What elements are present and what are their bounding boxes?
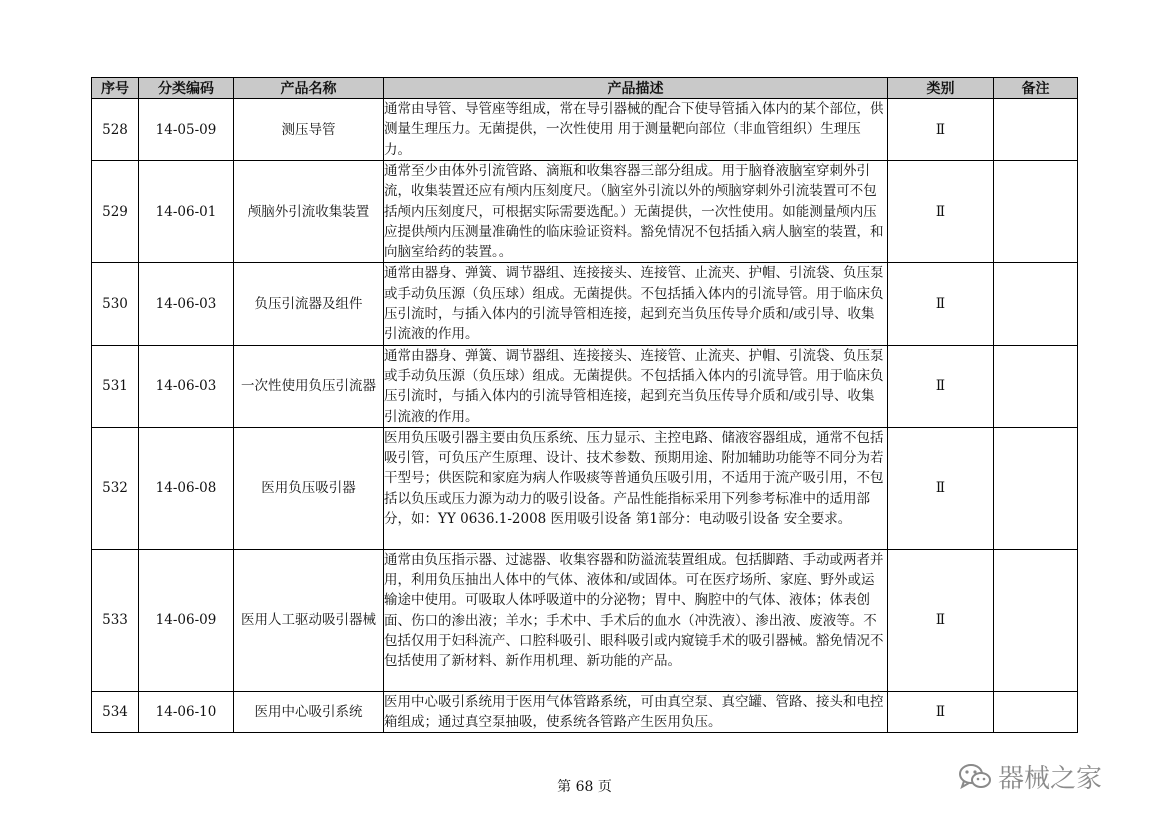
row-name: 颅脑外引流收集装置 [234,161,384,263]
row-seq: 528 [92,99,139,161]
header-class: 类别 [888,78,994,99]
row-code: 14-06-01 [139,161,234,263]
table-row [92,99,1078,161]
table-row [92,549,1078,691]
table-row [92,263,1078,345]
row-seq: 531 [92,345,139,427]
row-desc: 通常至少由体外引流管路、滴瓶和收集容器三部分组成。用于脑脊液脑室穿刺外引流，收集装置还应有颅内压刻度尺。（脑室外引流以外的颅脑穿刺外引流装置可不包括颅内压刻度尺，可根据实际需要选配。）无菌提供，一次性使用。如能测量颅内压应提供颅内压测量准确性的临床验证资料。豁免情况不包括插入病人脑室的装置，和向脑室给药的装置。。 [384,161,888,263]
table-row [92,345,1078,427]
row-desc: 医用负压吸引器主要由负压系统、压力显示、主控电路、储液容器组成，通常不包括吸引管，可负压产生原理、设计、技术参数、预期用途、附加辅助功能等不同分为若干型号；供医院和家庭为病人作吸痰等普通负压吸引用，不适用于流产吸引用，不包括以负压或压力源为动力的吸引设备。产品性能指标采用下列参考标准中的适用部分，如：YY 0636.1-2008 医用吸引设备 第1部分：电动吸引设备 安全要求。 [384,427,888,549]
watermark-text: 器械之家 [998,764,1103,794]
row-name: 测压导管 [234,99,384,161]
row-class: Ⅱ [888,691,994,733]
row-name: 医用人工驱动吸引器械 [234,549,384,691]
table-row [92,691,1078,733]
row-code: 14-06-10 [139,691,234,733]
row-note [994,691,1078,733]
row-name: 负压引流器及组件 [234,263,384,345]
header-note: 备注 [994,78,1078,99]
row-desc: 通常由负压指示器、过滤器、收集容器和防溢流装置组成。包括脚踏、手动或两者并用，利用负压抽出人体中的气体、液体和/或固体。可在医疗场所、家庭、野外或运输途中使用。可吸取人体呼吸道中的分泌物；胃中、胸腔中的气体、液体；体表创面、伤口的渗出液；羊水；手术中、手术后的血水（冲洗液）、渗出液、废液等。不包括仅用于妇科流产、口腔科吸引、眼科吸引或内窥镜手术的吸引器械。豁免情况不包括使用了新材料、新作用机理、新功能的产品。 [384,549,888,691]
row-note [994,161,1078,263]
page-number: 第 68 页 [557,779,612,795]
row-note [994,99,1078,161]
header-name: 产品名称 [234,78,384,99]
row-class: Ⅱ [888,263,994,345]
row-note [994,549,1078,691]
row-seq: 533 [92,549,139,691]
row-class: Ⅱ [888,427,994,549]
row-desc: 通常由器身、弹簧、调节器组、连接接头、连接管、止流夹、护帽、引流袋、负压泵或手动负压源（负压球）组成。无菌提供。不包括插入体内的引流导管。用于临床负压引流时，与插入体内的引流导管相连接，起到充当负压传导介质和/或引导、收集引流液的作用。 [384,345,888,427]
table-header-row [92,78,1078,99]
row-code: 14-05-09 [139,99,234,161]
row-seq: 534 [92,691,139,733]
wechat-icon [958,762,992,792]
watermark [958,758,1102,795]
row-name: 医用负压吸引器 [234,427,384,549]
table-row [92,161,1078,263]
row-seq: 530 [92,263,139,345]
header-desc: 产品描述 [384,78,888,99]
row-class: Ⅱ [888,99,994,161]
row-code: 14-06-08 [139,427,234,549]
header-seq: 序号 [92,78,139,99]
row-seq: 532 [92,427,139,549]
row-class: Ⅱ [888,345,994,427]
row-desc: 通常由器身、弹簧、调节器组、连接接头、连接管、止流夹、护帽、引流袋、负压泵或手动负压源（负压球）组成。无菌提供。不包括插入体内的引流导管。用于临床负压引流时，与插入体内的引流导管相连接，起到充当负压传导介质和/或引导、收集引流液的作用。 [384,263,888,345]
row-code: 14-06-09 [139,549,234,691]
product-catalog-table [91,77,1078,733]
row-class: Ⅱ [888,549,994,691]
row-desc: 医用中心吸引系统用于医用气体管路系统，可由真空泵、真空罐、管路、接头和电控箱组成；通过真空泵抽吸，使系统各管路产生医用负压。 [384,691,888,733]
row-desc: 通常由导管、导管座等组成，常在导引器械的配合下使导管插入体内的某个部位，供测量生理压力。无菌提供，一次性使用 用于测量靶向部位（非血管组织）生理压力。 [384,99,888,161]
row-note [994,427,1078,549]
row-name: 医用中心吸引系统 [234,691,384,733]
row-note [994,345,1078,427]
row-code: 14-06-03 [139,345,234,427]
row-seq: 529 [92,161,139,263]
row-name: 一次性使用负压引流器 [234,345,384,427]
row-note [994,263,1078,345]
row-class: Ⅱ [888,161,994,263]
header-code: 分类编码 [139,78,234,99]
table-row [92,427,1078,549]
row-code: 14-06-03 [139,263,234,345]
